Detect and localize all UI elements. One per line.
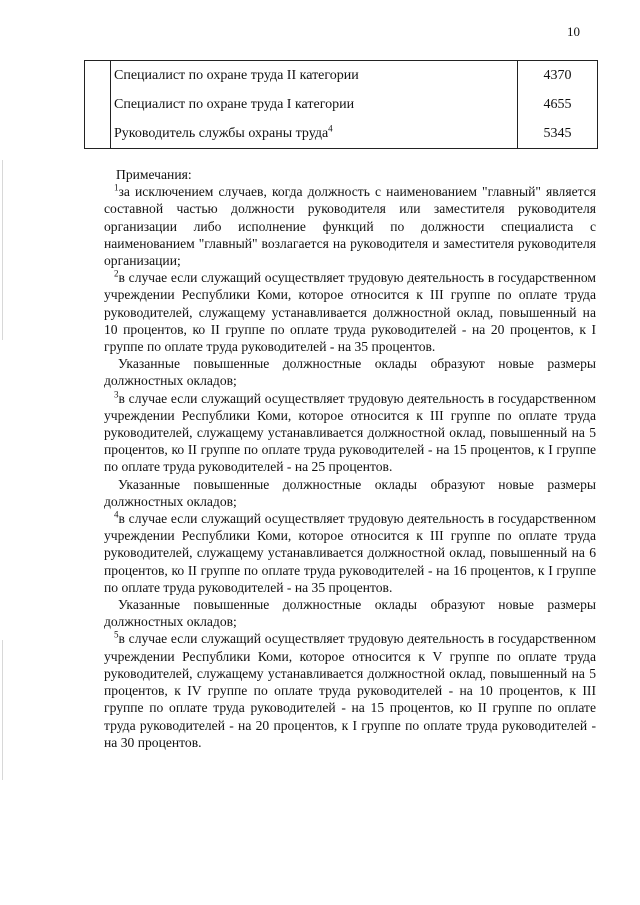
salary-value: 4655 [543, 96, 572, 112]
notes-section [104, 166, 596, 751]
scan-margin-line [2, 160, 3, 340]
note-summary: Указанные повышенные должностные оклады образуют новые размеры должностных окладов; [104, 597, 596, 630]
footnote-marker: 3 [114, 389, 119, 400]
salary-table [84, 60, 598, 149]
note-4 [104, 510, 596, 596]
note-3 [104, 390, 596, 476]
position-title-cell [111, 119, 518, 149]
table-row [85, 61, 598, 91]
position-title: Специалист по охране труда II категории [114, 67, 359, 83]
note-text: за исключением случаев, когда должность с наименованием "главный" является составной частью должности руководителя или заместителя руководителя организации либо исполнение функций по должности специалиста с наименованием "главный" возлагается на руководителя и заместителя руководителя организации; [104, 184, 596, 269]
note-text: в случае если служащий осуществляет трудовую деятельность в государственном учреждении Республики Коми, которое относится к III группе по оплате труда руководителей, служащему устанавливается должностной оклад, повышенный на 5 процентов, ко II группе по оплате труда руководителей - на 15 процентов, к I группе по оплате труда руководителей - на 25 процентов. [104, 390, 596, 475]
salary-value-cell [518, 61, 598, 91]
note-summary: Указанные повышенные должностные оклады образуют новые размеры должностных окладов; [104, 476, 596, 509]
page-number: 10 [567, 24, 580, 39]
table-row-number-cell [85, 119, 111, 149]
salary-value: 4370 [543, 67, 572, 83]
salary-value: 5345 [543, 125, 572, 141]
footnote-marker: 4 [328, 122, 333, 133]
note-summary: Указанные повышенные должностные оклады образуют новые размеры должностных окладов; [104, 356, 596, 389]
note-text: в случае если служащий осуществляет трудовую деятельность в государственном учреждении Республики Коми, которое относится к V группе по оплате труда руководителей, служащему устанавливается должностной оклад, повышенный на 5 процентов, к IV группе по оплате труда руководителей - на 10 процентов, к III группе по оплате труда руководителей - на 15 процентов, ко II группе по оплате труда руководителей - на 20 процентов, к I группе по оплате труда руководителей - на 30 процентов. [104, 631, 596, 750]
note-1 [104, 183, 596, 269]
salary-value-cell [518, 119, 598, 149]
table-row [85, 90, 598, 119]
position-title: Специалист по охране труда I категории [114, 96, 355, 112]
notes-heading: Примечания: [116, 167, 192, 182]
note-5 [104, 630, 596, 750]
footnote-marker: 2 [114, 268, 119, 279]
position-title-cell [111, 61, 518, 91]
note-2 [104, 269, 596, 355]
footnote-marker: 4 [114, 509, 119, 520]
salary-value-cell [518, 90, 598, 119]
table-row-number-cell [85, 61, 111, 91]
scan-margin-line [2, 640, 3, 780]
position-title: Руководитель службы охраны труда [114, 125, 329, 141]
footnote-marker: 5 [114, 629, 119, 640]
position-title-cell [111, 90, 518, 119]
note-text: в случае если служащий осуществляет трудовую деятельность в государственном учреждении Республики Коми, которое относится к III группе по оплате труда руководителей, служащему устанавливается должностной оклад, повышенный на 6 процентов, ко II группе по оплате труда руководителей - на 16 процентов, к I группе по оплате труда руководителей - на 35 процентов. [104, 511, 596, 595]
table-row-number-cell [85, 90, 111, 119]
footnote-marker: 1 [114, 182, 119, 193]
table-row [85, 119, 598, 149]
note-text: в случае если служащий осуществляет трудовую деятельность в государственном учреждении Республики Коми, которое относится к III группе по оплате труда руководителей, служащему устанавливается должностной оклад, повышенный на 10 процентов, ко II группе по оплате труда руководителей - на 20 процентов, к I группе по оплате труда руководителей - на 35 процентов. [104, 270, 596, 355]
